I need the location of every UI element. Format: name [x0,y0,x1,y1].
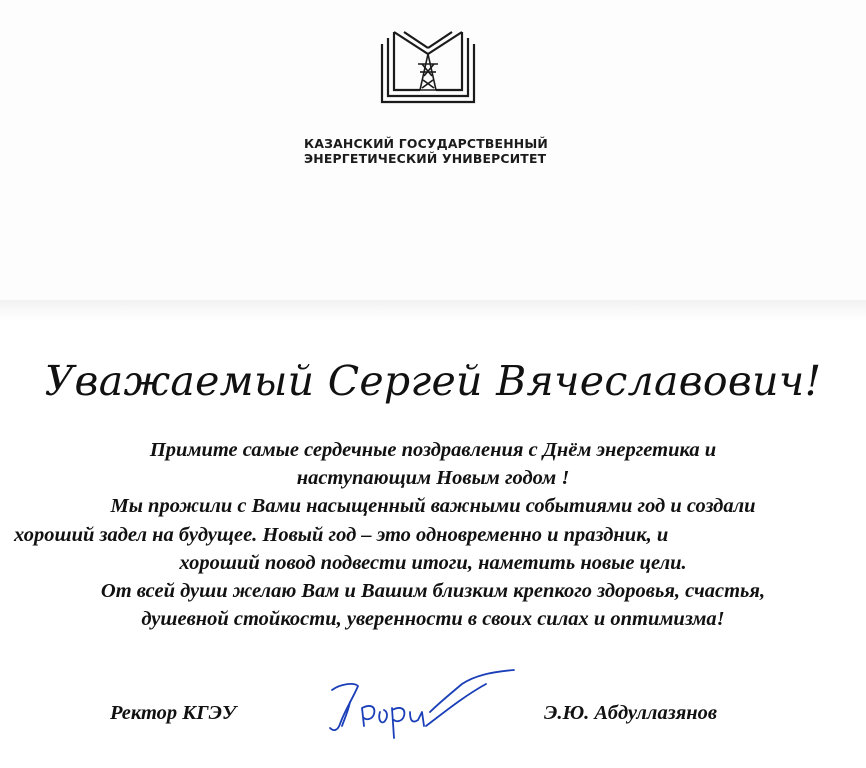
paper-fold [0,300,866,320]
body-line-1: Примите самые сердечные поздравления с Днём энергетика и [149,439,717,461]
body-line-5: хороший повод подвести итоги, наметить новые цели. [179,551,687,574]
letter-body [0,436,866,633]
body-line-6: От всей души желаю Вам и Вашим близким крепкого здоровья, счастья, [100,579,766,602]
kgeu-logo-icon [374,30,482,108]
university-name [304,136,594,166]
body-line-2: наступающим Новым годом ! [296,467,570,490]
body-line-4: хороший задел на будущее. Новый год – это одновременно и праздник, и [14,523,669,546]
university-name-line-1: КАЗАНСКИЙ ГОСУДАРСТВЕННЫЙ [304,136,548,151]
salutation: Уважаемый Сергей Вячеславович! [44,357,822,405]
signatory-position: Ректор КГЭУ [110,702,237,724]
university-name-line-2: ЭНЕРГЕТИЧЕСКИЙ УНИВЕРСИТЕТ [304,151,547,166]
body-line-7: душевной стойкости, уверенности в своих силах и оптимизма! [141,608,725,631]
signature-icon [314,668,528,748]
body-line-3: Мы прожили с Вами насыщенный важными событиями год и создали [110,495,756,518]
signatory-name: Э.Ю. Абдуллазянов [544,702,718,724]
